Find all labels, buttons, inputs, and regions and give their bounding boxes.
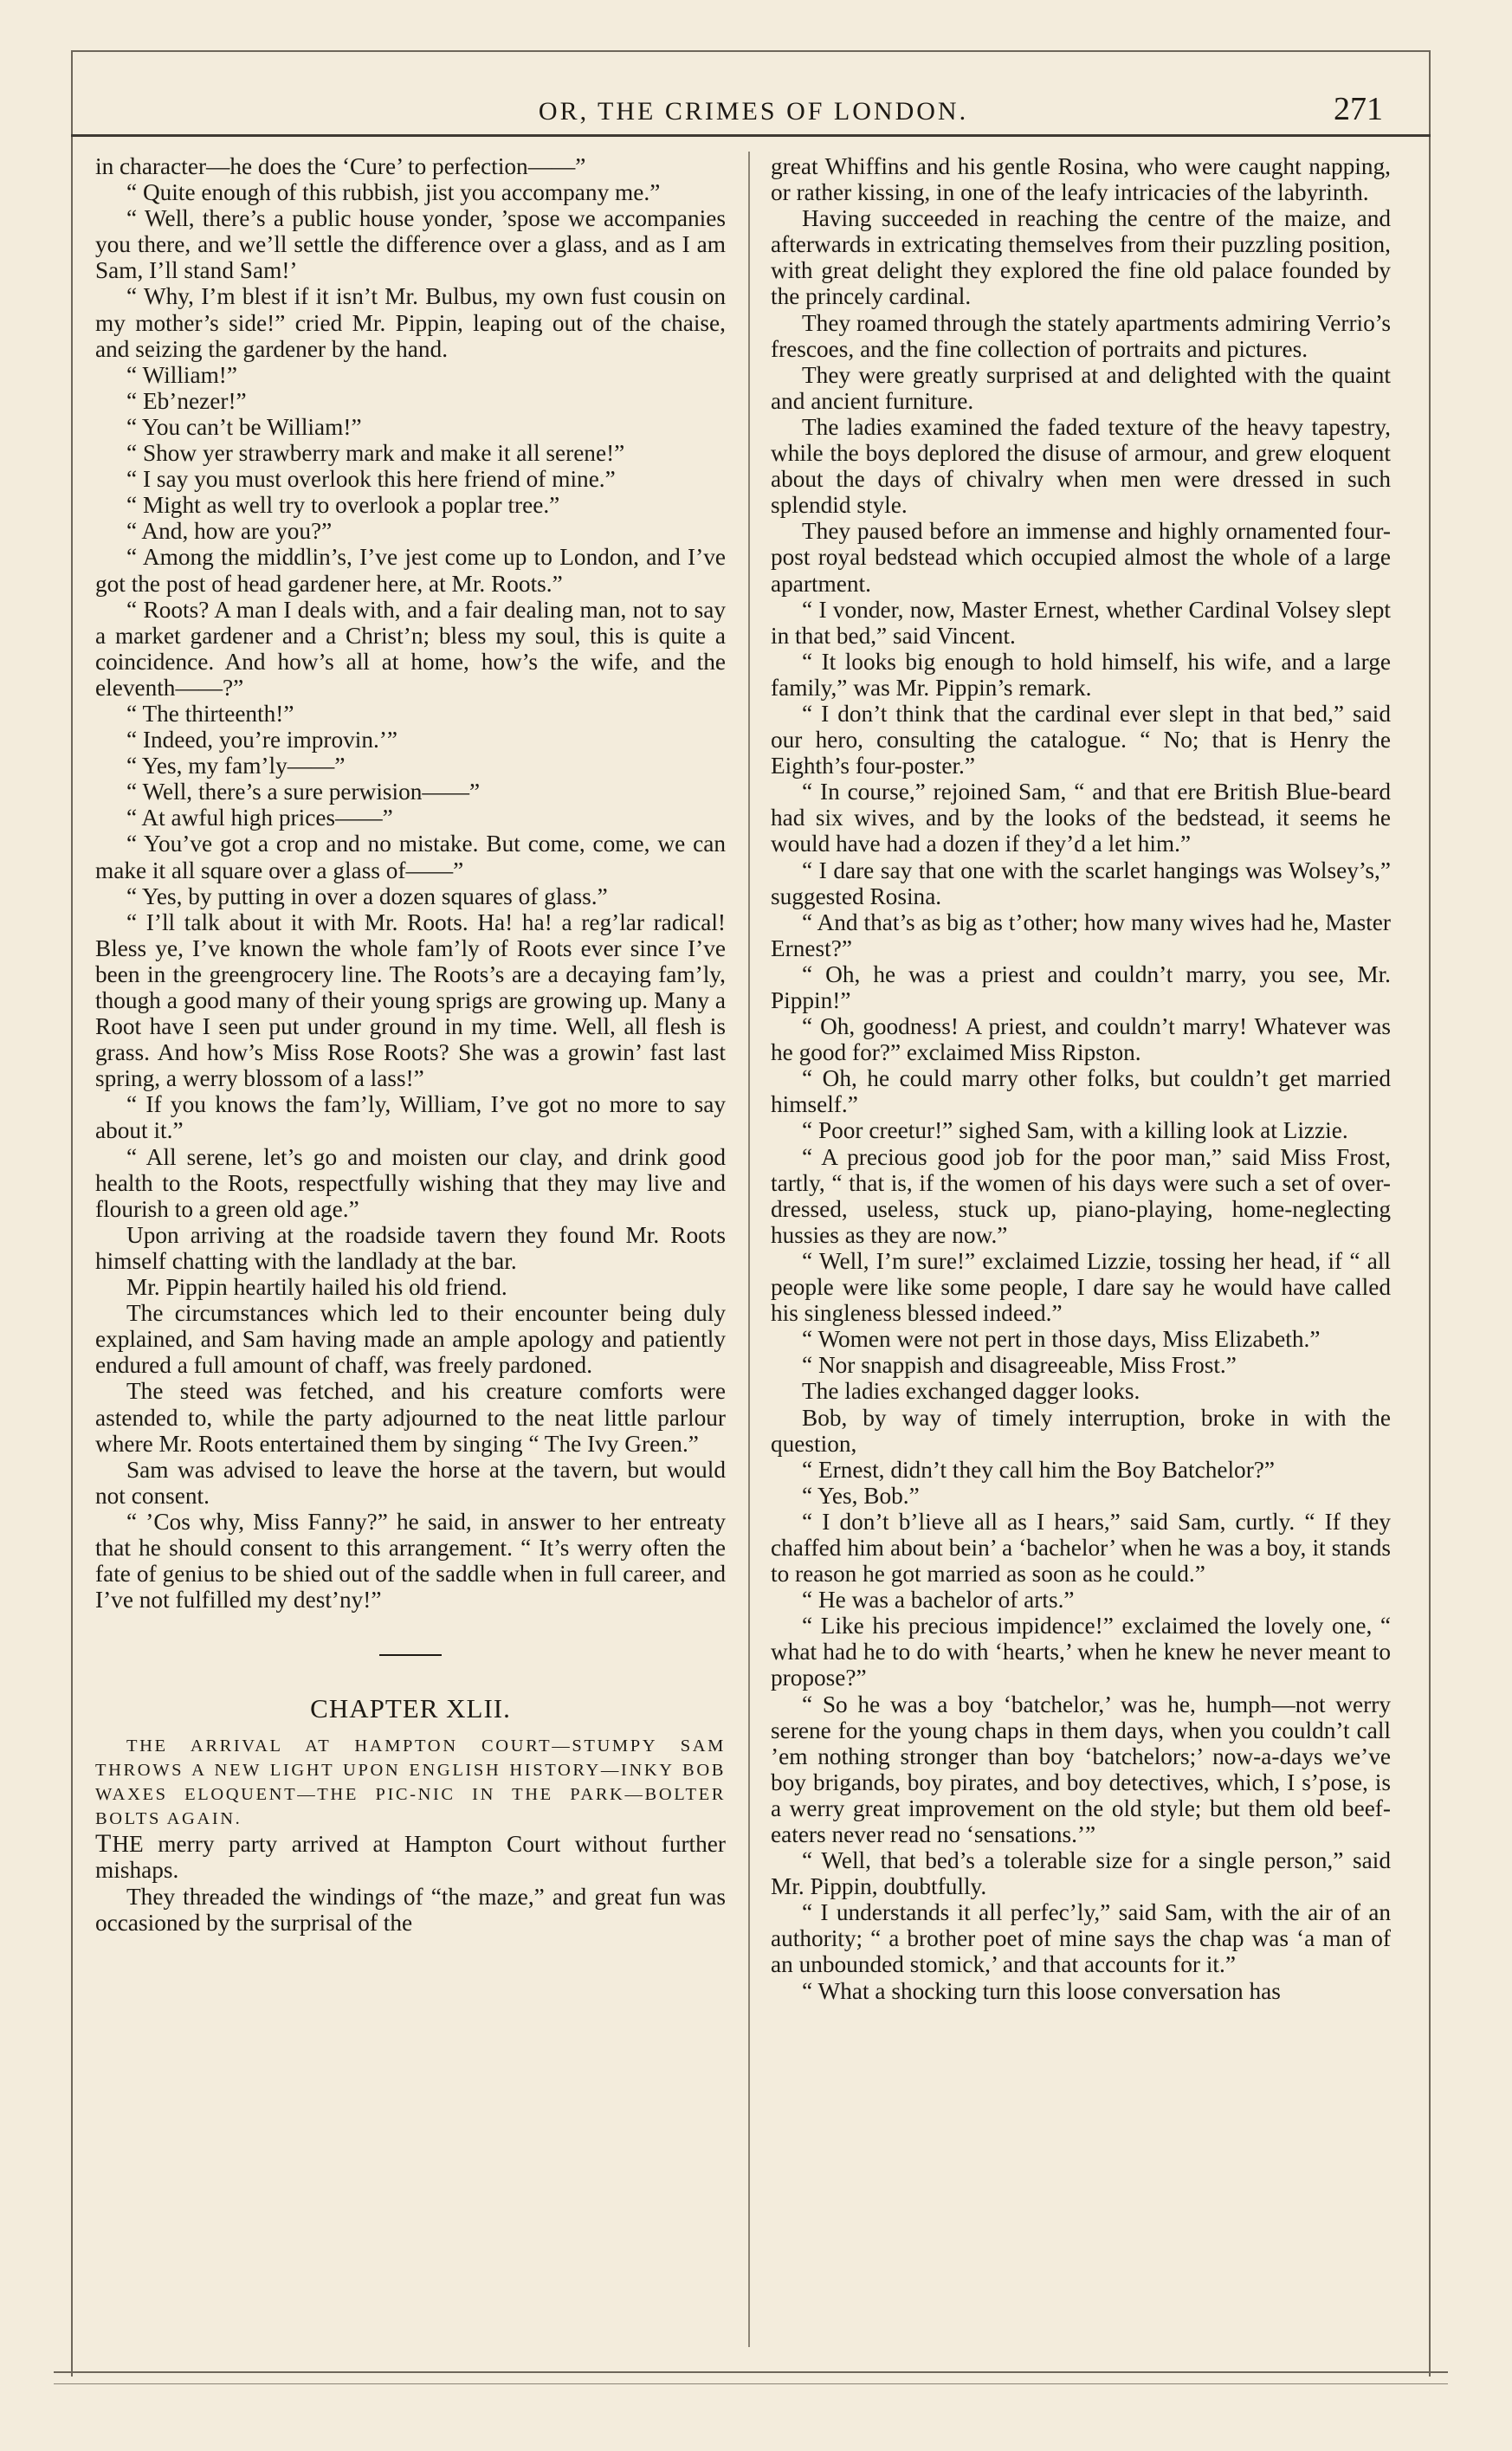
paragraph: “ Well, there’s a public house yonder, ’spose we accompanies you there, and we’ll settle the difference over a glass, and as I am Sam, I’ll stand Sam!’ [95,205,726,284]
section-rule [379,1654,442,1656]
left-paragraphs [95,153,726,1613]
paragraph: “ I say you must overlook this here friend of mine.” [126,466,616,493]
paragraph: They paused before an immense and highly ornamented four-post royal bedstead which occupied almost the whole of a large apartment. [771,518,1391,597]
paragraph: “ Women were not pert in those days, Miss Elizabeth.” [802,1326,1321,1353]
chapter-opening [95,1831,726,1935]
paragraph: THE merry party arrived at Hampton Court without further mishaps. [95,1829,726,1884]
paragraph: “ Among the middlin’s, I’ve jest come up to London, and I’ve got the post of head gardener here, at Mr. Roots.” [95,544,726,597]
paragraph: They were greatly surprised at and delighted with the quaint and ancient furniture. [771,361,1391,414]
paragraph: “ He was a bachelor of arts.” [802,1587,1075,1614]
paragraph: Upon arriving at the roadside tavern they found Mr. Roots himself chatting with the landlady at the bar. [95,1221,726,1274]
paragraph: Bob, by way of timely interruption, broke in with the question, [771,1404,1391,1457]
paragraph: “ In course,” rejoined Sam, “ and that ere British Blue-beard had six wives, and by the looks of the bedstead, it seems he would have had a dozen if they’d a let him.” [771,779,1391,857]
paragraph: Mr. Pippin heartily hailed his old friend. [126,1274,507,1301]
paragraph: “ And that’s as big as t’other; how many wives had he, Master Ernest?” [771,909,1391,961]
paragraph: “ A precious good job for the poor man,” said Miss Frost, tartly, “ that is, if the women of his days were such a set of over-dressed, useless, stuck up, piano-playing, home-neglecting hussies as they are now.” [771,1143,1391,1248]
paragraph: “ Ernest, didn’t they call him the Boy Batchelor?” [802,1456,1276,1483]
paragraph: The circumstances which led to their encounter being duly explained, and Sam having made an ample apology and patiently endured a full amount of chaff, was freely pardoned. [95,1300,726,1379]
paragraph: “ Poor creetur!” sighed Sam, with a killing look at Lizzie. [802,1117,1348,1144]
paragraph: “ Why, I’m blest if it isn’t Mr. Bulbus, my own fust cousin on my mother’s side!” cried Mr. Pippin, leaping out of the chaise, and seizing the gardener by the hand. [95,283,726,362]
paragraph: “ Yes, by putting in over a dozen squares of glass.” [126,883,608,909]
paragraph: “ At awful high prices——” [126,805,393,831]
paragraph: “ Well, that bed’s a tolerable size for a single person,” said Mr. Pippin, doubtfully. [771,1847,1391,1900]
paragraph: “ Roots? A man I deals with, and a fair dealing man, not to say a market gardener and a Christ’n; bless my soul, this is quite a coincidence. And how’s all at home, how’s the wife, and the eleventh——?” [95,596,726,701]
paragraph: The steed was fetched, and his creature comforts were astended to, while the party adjourned to the neat little parlour where Mr. Roots entertained them by singing “ The Ivy Green.” [95,1378,726,1457]
paragraph: “ Nor snappish and disagreeable, Miss Frost.” [802,1352,1237,1379]
paragraph: “ William!” [126,361,238,388]
paragraph: “ Well, I’m sure!” exclaimed Lizzie, tossing her head, if “ all people were like some people, I dare say he would have called his singleness blessed indeed.” [771,1247,1391,1327]
page-number: 271 [1334,91,1383,127]
paragraph: “ Like his precious impidence!” exclaimed the lovely one, “ what had he to do with ‘hearts,’ when he knew he never meant to propose?” [771,1613,1391,1691]
paragraph: “ I vonder, now, Master Ernest, whether Cardinal Volsey slept in that bed,” said Vincent. [771,596,1391,649]
paragraph: “ Yes, my fam’ly——” [126,753,346,779]
footer-rule [54,2371,1448,2373]
chapter-summary: THE ARRIVAL AT HAMPTON COURT—STUMPY SAM THROWS A NEW LIGHT UPON ENGLISH HISTORY—INKY BOB WAXES ELOQUENT—THE PIC-NIC IN THE PARK—BOLTER BOLTS AGAIN. [95,1736,726,1829]
paragraph: They threaded the windings of “the maze,” and great fun was occasioned by the surprisal of the [95,1883,726,1936]
column-divider [748,152,750,2347]
paragraph: “ And, how are you?” [126,518,333,545]
paragraph: They roamed through the stately apartments admiring Verrio’s frescoes, and the fine collection of portraits and pictures. [771,309,1391,362]
paragraph: “ So he was a boy ‘batchelor,’ was he, humph—not werry serene for the young chaps in them days, when you couldn’t call ’em nothing stronger than boy ‘batchelors;’ now-a-days we’ve boy brigands, boy pirates, and boy detectives, which, I s’pose, is a werry great improvement on the old style; but them old beef-eaters never read no ‘sensations.’” [771,1691,1391,1847]
paragraph: great Whiffins and his gentle Rosina, who were caught napping, or rather kissing, in one of the leafy intricacies of the labyrinth. [771,153,1391,206]
paragraph: “ You’ve got a crop and no mistake. But come, come, we can make it all square over a glass of——” [95,831,726,883]
paragraph: “ Oh, goodness! A priest, and couldn’t marry! Whatever was he good for?” exclaimed Miss Ripston. [771,1013,1391,1066]
paragraph: “ What a shocking turn this loose conversation has [802,1977,1281,2004]
header-rule [71,134,1431,137]
running-head: OR, THE CRIMES OF LONDON. [538,97,969,126]
paragraph: “ Oh, he could marry other folks, but couldn’t get married himself.” [771,1065,1391,1118]
paragraph: “ Eb’nezer!” [126,387,247,414]
paragraph: in character—he does the ‘Cure’ to perfection——” [95,153,586,179]
paragraph: “ All serene, let’s go and moisten our clay, and drink good health to the Roots, respectfully wishing that they may live and flourish to a green old age.” [95,1143,726,1222]
paragraph: “ I don’t think that the cardinal ever slept in that bed,” said our hero, consulting the catalogue. “ No; that is Henry the Eighth’s four-poster.” [771,700,1391,779]
paragraph: The ladies exchanged dagger looks. [802,1378,1140,1405]
right-paragraphs [771,153,1391,2004]
right-column [771,153,1391,2004]
paragraph: “ Quite enough of this rubbish, jist you accompany me.” [126,179,661,206]
paragraph: “ You can’t be William!” [126,413,362,440]
paragraph: “ I understands it all perfec’ly,” said Sam, with the air of an authority; “ a brother poet of mine says the chap was ‘a man of an unbounded stomick,’ and that accounts for it.” [771,1899,1391,1978]
paragraph: “ Indeed, you’re improvin.’” [126,727,398,753]
paragraph: “ It looks big enough to hold himself, his wife, and a large family,” was Mr. Pippin’s remark. [771,648,1391,701]
footer-rule-thin [54,2383,1448,2384]
paragraph: “ Well, there’s a sure perwision——” [126,779,481,805]
paragraph: “ Show yer strawberry mark and make it all serene!” [126,440,625,467]
paragraph: “ The thirteenth!” [126,700,294,727]
paragraph: “ ’Cos why, Miss Fanny?” he said, in answer to her entreaty that he should consent to this arrangement. “ It’s werry often the fate of genius to be shied out of the saddle when in full career, and I’ve not fulfilled my dest’ny!” [95,1508,726,1614]
paragraph: The ladies examined the faded texture of the heavy tapestry, while the boys deplored the disuse of armour, and grew eloquent about the days of chivalry when men were dressed in such splendid style. [771,413,1391,519]
paragraph: “ Yes, Bob.” [802,1482,920,1509]
paragraph: “ I’ll talk about it with Mr. Roots. Ha! ha! a reg’lar radical! Bless ye, I’ve known the whole fam’ly of Roots ever since I’ve been in the greengrocery line. The Roots’s are a decaying fam’ly, though a good many of their young sprigs are growing up. Many a Root have I seen put under ground in my time. Well, all flesh is grass. And how’s Miss Rose Roots? She was a growin’ fast last spring, a werry blossom of a lass!” [95,909,726,1092]
paragraph: “ I don’t b’lieve all as I hears,” said Sam, curtly. “ If they chaffed him about bein’ a ‘bachelor’ when he was a boy, it stands to reason he got married as soon as he could.” [771,1508,1391,1588]
chapter-title: CHAPTER XLII. [310,1693,511,1724]
paragraph: “ Oh, he was a priest and couldn’t marry, you see, Mr. Pippin!” [771,960,1391,1013]
paragraph: “ Might as well try to overlook a poplar tree.” [126,492,560,519]
paragraph: Sam was advised to leave the horse at the tavern, but would not consent. [95,1456,726,1509]
paragraph: Having succeeded in reaching the centre of the maize, and afterwards in extricating themselves from their puzzling position, with great delight they explored the fine old palace founded by the princely cardinal. [771,205,1391,310]
paragraph: “ I dare say that one with the scarlet hangings was Wolsey’s,” suggested Rosina. [771,857,1391,909]
left-column [95,153,726,1936]
paragraph: “ If you knows the fam’ly, William, I’ve got no more to say about it.” [95,1091,726,1144]
